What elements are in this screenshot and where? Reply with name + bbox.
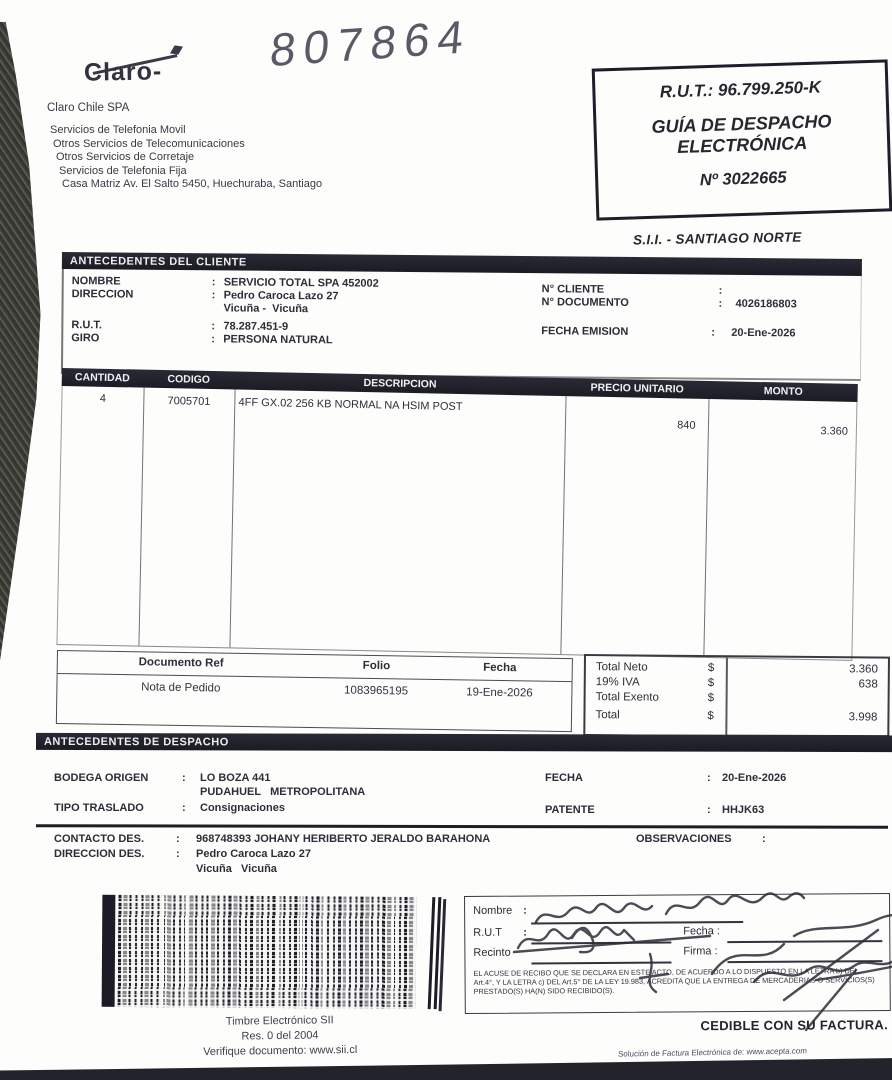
efactura-provider-note: Solución de Factura Electrónica de: www.acepta.com bbox=[617, 1046, 808, 1059]
nombre-label: Nombre bbox=[473, 904, 513, 917]
despacho-section-header: ANTECEDENTES DE DESPACHO bbox=[36, 733, 892, 752]
barcode-stop-bar bbox=[427, 897, 434, 1009]
n-documento-value: 4026186803 bbox=[735, 297, 797, 311]
total-neto-label: Total Neto bbox=[595, 661, 648, 674]
colon bbox=[212, 276, 216, 288]
colon bbox=[523, 927, 527, 939]
colon bbox=[707, 804, 711, 816]
fecha-line bbox=[727, 940, 882, 943]
totals-box bbox=[583, 654, 890, 739]
colon bbox=[719, 298, 723, 310]
colon bbox=[211, 320, 215, 332]
item-monto: 3.360 bbox=[820, 425, 849, 438]
scan-fabric-edge bbox=[0, 22, 46, 671]
fecha-value: 20-Ene-2026 bbox=[722, 772, 787, 784]
currency-sign: $ bbox=[707, 710, 714, 723]
rut-line bbox=[531, 942, 671, 944]
contacto-label: CONTACTO DES. bbox=[54, 833, 145, 845]
column-divider bbox=[138, 388, 144, 646]
barcode-data-area bbox=[118, 895, 417, 1009]
sii-office: S.I.I. - SANTIAGO NORTE bbox=[632, 229, 802, 248]
currency-sign: $ bbox=[707, 677, 715, 690]
reference-doc-header bbox=[58, 651, 572, 682]
activity-line: Casa Matriz Av. El Salto 5450, Huechuraba, Santiago bbox=[62, 178, 323, 190]
rut-doc-box bbox=[592, 59, 892, 220]
item-descripcion: 4FF GX.02 256 KB NORMAL NA HSIM POST bbox=[238, 396, 463, 414]
currency-sign: $ bbox=[707, 662, 715, 675]
ref-documento: Nota de Pedido bbox=[141, 681, 221, 695]
tipo-traslado-value: Consignaciones bbox=[200, 802, 285, 814]
client-address-1: Pedro Caroca Lazo 27 bbox=[223, 289, 339, 303]
recinto-label: Recinto bbox=[473, 946, 511, 959]
colon bbox=[523, 905, 527, 917]
items-table-body bbox=[56, 386, 857, 661]
header-fecha: Fecha bbox=[483, 661, 517, 675]
client-section-body bbox=[61, 269, 862, 381]
scan-bottom-edge bbox=[0, 1058, 892, 1080]
firma-line bbox=[727, 960, 882, 963]
receipt-signature-box bbox=[464, 893, 891, 1014]
colon bbox=[212, 289, 216, 301]
timbre-line2: Res. 0 del 2004 bbox=[241, 1029, 319, 1043]
giro-label: GIRO bbox=[71, 332, 100, 345]
currency-sign: $ bbox=[707, 692, 715, 705]
activity-line: Servicios de Telefonia Fija bbox=[59, 164, 187, 177]
issuer-rut: R.U.T.: 96.799.250-K bbox=[659, 77, 822, 102]
reference-doc-table bbox=[56, 650, 573, 732]
column-divider bbox=[230, 389, 236, 647]
bodega-value-1: LO BOZA 441 bbox=[200, 772, 271, 784]
colon bbox=[762, 833, 766, 845]
handwritten-number: 807864 bbox=[267, 9, 474, 77]
header-documento-ref: Documento Ref bbox=[138, 656, 224, 670]
activity-line: Servicios de Telefonia Movil bbox=[50, 124, 186, 136]
recinto-line bbox=[531, 962, 671, 964]
bodega-label: BODEGA ORIGEN bbox=[54, 772, 149, 784]
bodega-value-2: PUDAHUEL METROPOLITANA bbox=[200, 786, 366, 798]
fecha-label: Fecha : bbox=[683, 925, 720, 938]
column-divider bbox=[703, 399, 709, 657]
despacho-divider bbox=[36, 824, 888, 828]
nombre-line bbox=[531, 921, 743, 924]
n-cliente-label: N° CLIENTE bbox=[541, 283, 605, 296]
items-table bbox=[56, 368, 857, 661]
patente-value: HHJK63 bbox=[722, 804, 765, 816]
item-precio-unitario: 840 bbox=[677, 419, 696, 432]
totals-divider bbox=[725, 657, 727, 735]
colon bbox=[176, 833, 180, 845]
fecha-emision-label: FECHA EMISION bbox=[541, 325, 629, 338]
activity-line: Otros Servicios de Telecomunicaciones bbox=[53, 137, 245, 150]
colon bbox=[182, 802, 186, 814]
firma-label: Firma : bbox=[683, 945, 718, 958]
direccion-des-value-2: Vicuña Vicuña bbox=[196, 863, 277, 875]
header-descripcion: DESCRIPCION bbox=[363, 377, 437, 391]
client-giro: PERSONA NATURAL bbox=[223, 333, 333, 347]
fecha-label: FECHA bbox=[545, 772, 583, 784]
item-cantidad: 4 bbox=[99, 392, 107, 405]
header-cantidad: CANTIDAD bbox=[74, 371, 130, 385]
timbre-line3: Verifique documento: www.sii.cl bbox=[203, 1043, 358, 1059]
client-name: SERVICIO TOTAL SPA 452002 bbox=[223, 276, 379, 290]
tipo-traslado-label: TIPO TRASLADO bbox=[54, 802, 144, 814]
patente-label: PATENTE bbox=[545, 804, 595, 816]
n-documento-label: N° DOCUMENTO bbox=[541, 296, 629, 309]
total-exento-label: Total Exento bbox=[595, 691, 659, 704]
client-section bbox=[61, 252, 862, 381]
client-rut: 78.287.451-9 bbox=[223, 320, 289, 333]
claro-logo: Claro- bbox=[83, 57, 163, 87]
total-value: 3.998 bbox=[848, 711, 878, 724]
direccion-label: DIRECCION bbox=[71, 288, 134, 301]
total-label: Total bbox=[595, 709, 620, 722]
colon bbox=[176, 848, 180, 860]
doc-type-line2: ELECTRÓNICA bbox=[676, 132, 808, 158]
direccion-des-label: DIRECCION DES. bbox=[54, 848, 145, 860]
colon bbox=[719, 285, 723, 297]
header-codigo: CODIGO bbox=[167, 373, 211, 386]
ref-folio: 1083965195 bbox=[343, 684, 409, 698]
column-divider bbox=[560, 396, 566, 654]
colon bbox=[707, 772, 711, 784]
legal-acknowledgement-text: EL ACUSE DE RECIBO QUE SE DECLARA EN ESTE ACTO, DE ACUERDO A LO DISPUESTO EN LA LETRA b) DEL Art.4°, Y LA LETRA c) DEL Art.5° DE LA LEY 19.983, ACREDITA QUE LA ENTREGA DE MERCADERIAS O SERVICIOS(S) PRESTADO(S) HA(N) SIDO RECIBIDO(S). bbox=[473, 966, 875, 996]
rut-label: R.U.T bbox=[473, 926, 503, 939]
sii-pdf417-barcode bbox=[102, 895, 451, 1009]
header-folio: Folio bbox=[362, 659, 391, 673]
header-precio-unitario: PRECIO UNITARIO bbox=[590, 381, 684, 396]
claro-logo-tick bbox=[170, 45, 183, 54]
rut-label: R.U.T. bbox=[71, 319, 102, 332]
nombre-label: NOMBRE bbox=[71, 275, 121, 288]
doc-type-title bbox=[596, 109, 887, 160]
header-monto: MONTO bbox=[763, 385, 803, 398]
barcode-start-bar bbox=[102, 895, 116, 1007]
timbre-line1: Timbre Electrónico SII bbox=[225, 1014, 334, 1028]
cedible-note: CEDIBLE CON SU FACTURA. bbox=[700, 1017, 889, 1034]
issuer-activity-list bbox=[50, 124, 322, 192]
ref-fecha: 19-Ene-2026 bbox=[466, 686, 533, 700]
client-address-2: Vicuña - Vicuña bbox=[223, 302, 309, 316]
contacto-value: 968748393 JOHANY HERIBERTO JERALDO BARAHONA bbox=[196, 833, 491, 845]
doc-number: Nº 3022665 bbox=[699, 168, 787, 190]
iva-label: 19% IVA bbox=[595, 676, 640, 689]
activity-line: Otros Servicios de Corretaje bbox=[56, 151, 195, 163]
issuer-company-name: Claro Chile SPA bbox=[47, 102, 130, 114]
direccion-des-value-1: Pedro Caroca Lazo 27 bbox=[196, 848, 311, 860]
colon bbox=[711, 327, 715, 339]
client-section-header: ANTECEDENTES DEL CLIENTE bbox=[62, 252, 862, 276]
total-neto-value: 3.360 bbox=[849, 663, 878, 676]
observaciones-label: OBSERVACIONES bbox=[636, 833, 732, 845]
iva-value: 638 bbox=[858, 678, 878, 691]
timbre-caption bbox=[130, 1012, 431, 1061]
doc-type-line1: GUÍA DE DESPACHO bbox=[651, 111, 832, 137]
item-codigo: 7005701 bbox=[167, 395, 211, 408]
fecha-emision-value: 20-Ene-2026 bbox=[731, 326, 796, 340]
colon bbox=[182, 772, 186, 784]
colon bbox=[211, 333, 215, 345]
